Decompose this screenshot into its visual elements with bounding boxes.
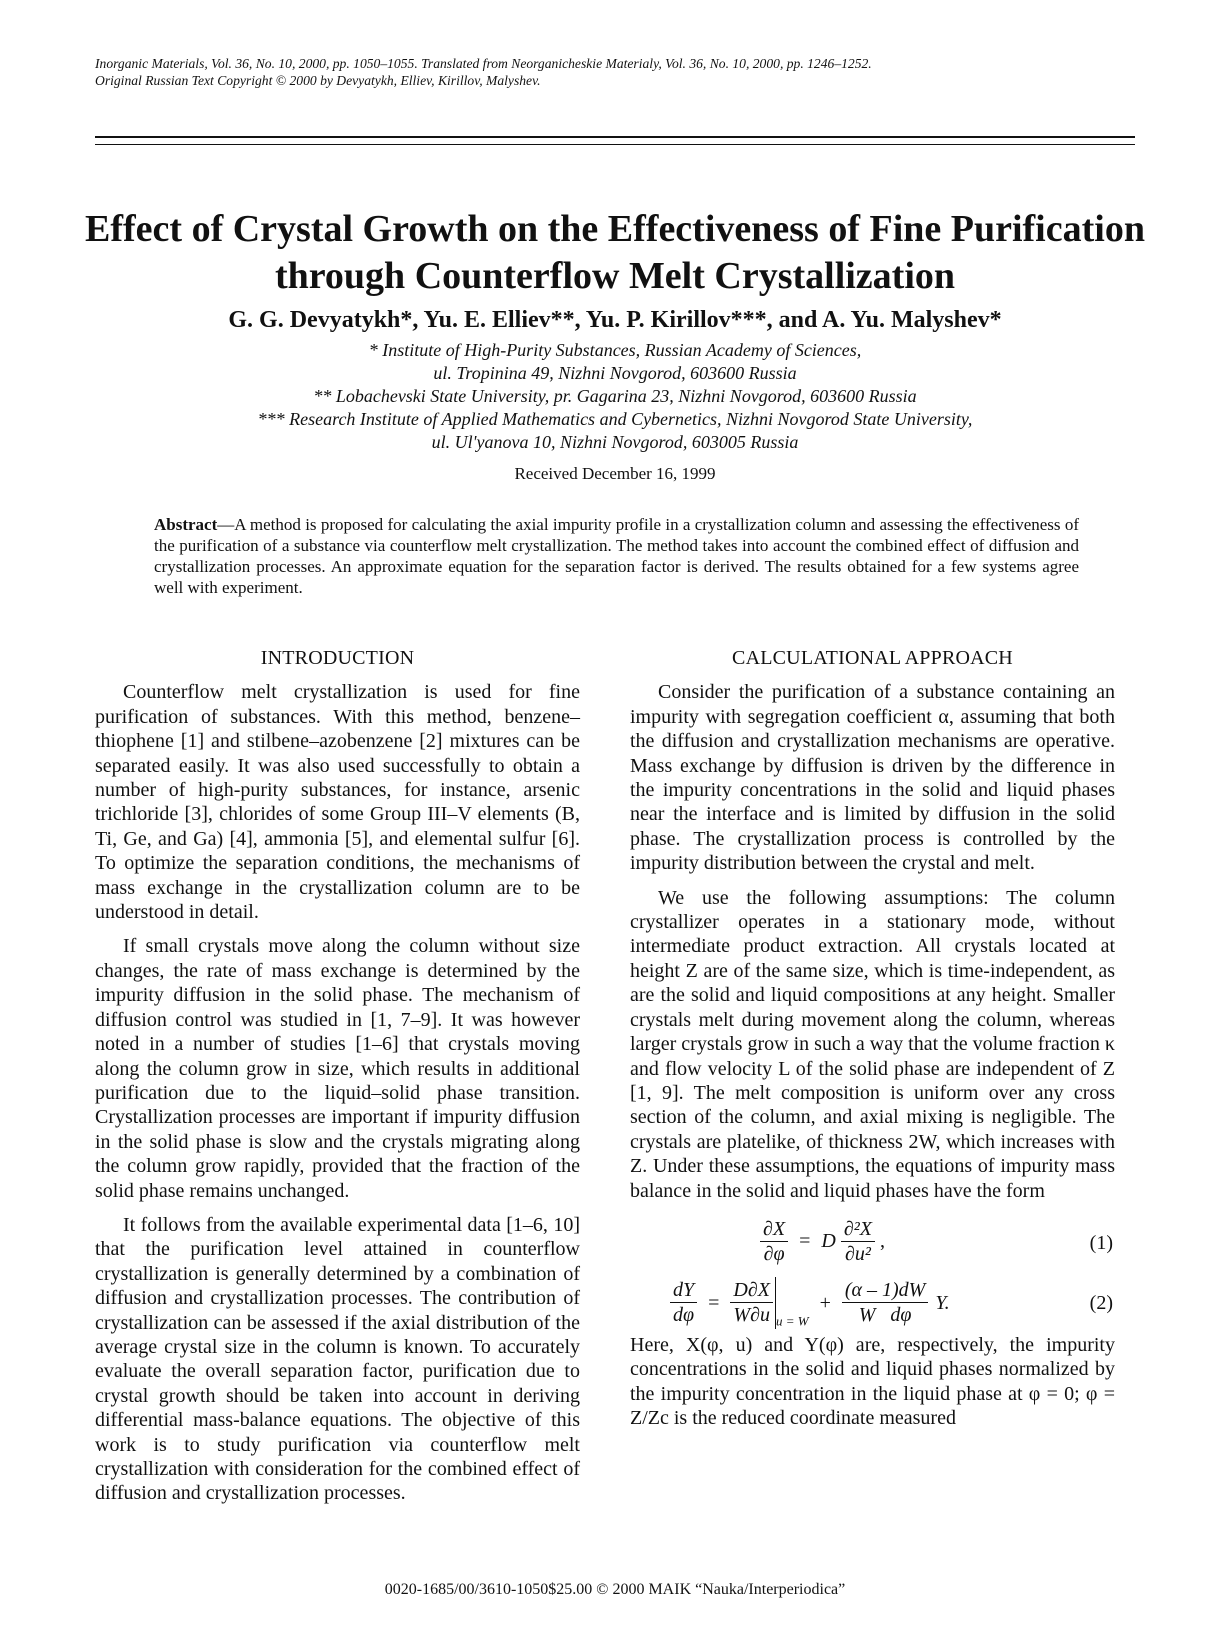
approach-paragraph: We use the following assumptions: The column crystallizer operates in a stationary mode, without intermediate product extraction. All crystals located at height Z are of the same size, which is time-independent, as are the solid and liquid compositions at any height. Smaller crystals melt during movement along the column, whereas larger crystals grow in such a way that the volume fraction κ and flow velocity L of the solid phase are independent of Z [1, 9]. The melt composition is uniform over any cross section of the column, and axial mixing is negligible. The crystals are platelike, of thickness 2W, which increases with Z. Under these assumptions, the equations of impurity mass balance in the solid and liquid phases have the form (630, 886, 1115, 1202)
affiliation-line: ul. Tropinina 49, Nizhni Novgorod, 603600 Russia (433, 363, 797, 383)
copyright-line: Original Russian Text Copyright © 2000 by Devyatykh, Elliev, Kirillov, Malyshev. (95, 73, 541, 88)
left-column (95, 646, 580, 1516)
eq1-rhs-fraction: $\frac{\text{∂²X}}{\text{∂u²}}$ (841, 1217, 875, 1266)
affiliation-line: * Institute of High-Purity Substances, Russian Academy of Sciences, (368, 340, 862, 360)
intro-paragraph: Counterflow melt crystallization is used for fine purification of substances. With this method, benzene–thiophene [1] and stilbene–azobenzene [2] mixtures can be separated easily. It was also used successfully to obtain a number of high-purity substances, for instance, arsenic trichloride [3], chlorides of some Group III–V elements (B, Ti, Ge, and Ga) [4], ammonia [5], and elemental sulfur [6]. To optimize the separation conditions, the mechanisms of mass exchange in the crystallization column are to be understood in detail. (95, 681, 580, 924)
approach-continuation: Here, X(φ, u) and Y(φ) are, respectively, the impurity concentrations in the solid and liquid phases normalized by the impurity concentration in the liquid phase at φ = 0; φ = Z/Zc is the reduced coordinate measured (630, 1333, 1115, 1430)
title-line-2: through Counterflow Melt Crystallization (274, 255, 956, 297)
affiliation-line: ul. Ul'yanova 10, Nizhni Novgorod, 603005 Russia (431, 432, 799, 452)
journal-header (95, 55, 1145, 89)
approach-heading: CALCULATIONAL APPROACH (732, 647, 1013, 669)
introduction-heading: INTRODUCTION (260, 647, 415, 669)
equation-1-body: $\frac{\partial X}{\partial\varphi}$ = D $\frac{\text{∂²X}}{\text{∂u²}}$ , (760, 1217, 885, 1266)
intro-paragraph: It follows from the available experimental data [1–6, 10] that the purification level attained in counterflow crystallization is generally determined by a combination of diffusion and crystallization processes. The contribution of crystallization can be assessed if the axial distribution of the average crystal size in the column is known. To accurately evaluate the overall separation factor, purification due to crystal growth should be taken into account in deriving differential mass-balance equations. The objective of this work is to study purification via counterflow melt crystallization with consideration for the combined effect of diffusion and crystallization processes. (95, 1213, 580, 1505)
page-footer: 0020-1685/00/3610-1050$25.00 © 2000 MAIK “Nauka/Interperiodica” (384, 1581, 846, 1598)
eq1-lhs-fraction: $\frac{\partial X}{\partial\varphi}$ (760, 1217, 788, 1266)
abstract-label: Abstract (154, 515, 218, 534)
equation-2-number: (2) (1089, 1291, 1113, 1314)
eq2-lhs-fraction: $\frac{dY}{d\varphi}$ (670, 1278, 697, 1327)
affiliations (60, 339, 1170, 454)
affiliation-line: *** Research Institute of Applied Mathematics and Cybernetics, Nizhni Novgorod State University, (257, 409, 973, 429)
eq2-term2-fraction: $\frac{(\alpha - 1)dW}{\text{W dφ}}$ (842, 1278, 928, 1327)
intro-paragraph: If small crystals move along the column without size changes, the rate of mass exchange is determined by the impurity diffusion in the solid phase. The mechanism of diffusion control was studied in [1, 7–9]. It was however noted in a number of studies [1–6] that crystals moving along the column grow in size, which results in additional purification due to the liquid–solid phase transition. Crystallization processes are important if impurity diffusion in the solid phase is slow and the crystals migrating along the column grow rapidly, provided that the fraction of the solid phase remains unchanged. (95, 935, 580, 1202)
eq2-term1-fraction: $\frac{D\partial X}{W\partial u}$ (730, 1278, 773, 1327)
approach-paragraph: Consider the purification of a substance containing an impurity with segregation coefficient α, assuming that both the diffusion and crystallization mechanisms are operative. Mass exchange by diffusion is driven by the difference in the impurity concentrations in the solid and liquid phases near the interface and is limited by diffusion in the solid phase. The crystallization process is controlled by the impurity distribution between the crystal and melt. (630, 681, 1115, 875)
title-line-1: Effect of Crystal Growth on the Effectiveness of Fine Purification (85, 208, 1145, 250)
abstract-text: —A method is proposed for calculating the axial impurity profile in a crystallization column and assessing the effectiveness of the purification of a substance via counterflow melt crystallization. The method takes into account the combined effect of diffusion and crystallization processes. An approximate equation for the separation factor is derived. The results obtained for a few systems agree well with experiment. (154, 515, 1079, 597)
equation-2 (630, 1273, 1115, 1333)
author-list: G. G. Devyatykh*, Yu. E. Elliev**, Yu. P. Kirillov***, and A. Yu. Malyshev* (228, 307, 1002, 333)
paper-title (60, 206, 1170, 300)
equation-1-number: (1) (1089, 1231, 1113, 1254)
right-column (630, 646, 1115, 1441)
affiliation-line: ** Lobachevski State University, pr. Gagarina 23, Nizhni Novgorod, 603600 Russia (313, 386, 917, 406)
equation-2-body: $\frac{dY}{d\varphi}$ = $\frac{D\partial X}{W\partial u}$ $_{u = W}$ + $\frac{(\alpha - 1)dW}{\text{W dφ}}$ Y. (670, 1277, 950, 1334)
header-rule-thin (95, 144, 1135, 145)
header-rule-thick (95, 136, 1135, 138)
journal-citation: Inorganic Materials, Vol. 36, No. 10, 2000, pp. 1050–1055. Translated from Neorganicheskie Materialy, Vol. 36, No. 10, 2000, pp. 1246–1252. (95, 56, 872, 71)
abstract (154, 514, 1079, 598)
equation-1 (630, 1213, 1115, 1273)
received-date: Received December 16, 1999 (514, 464, 716, 483)
